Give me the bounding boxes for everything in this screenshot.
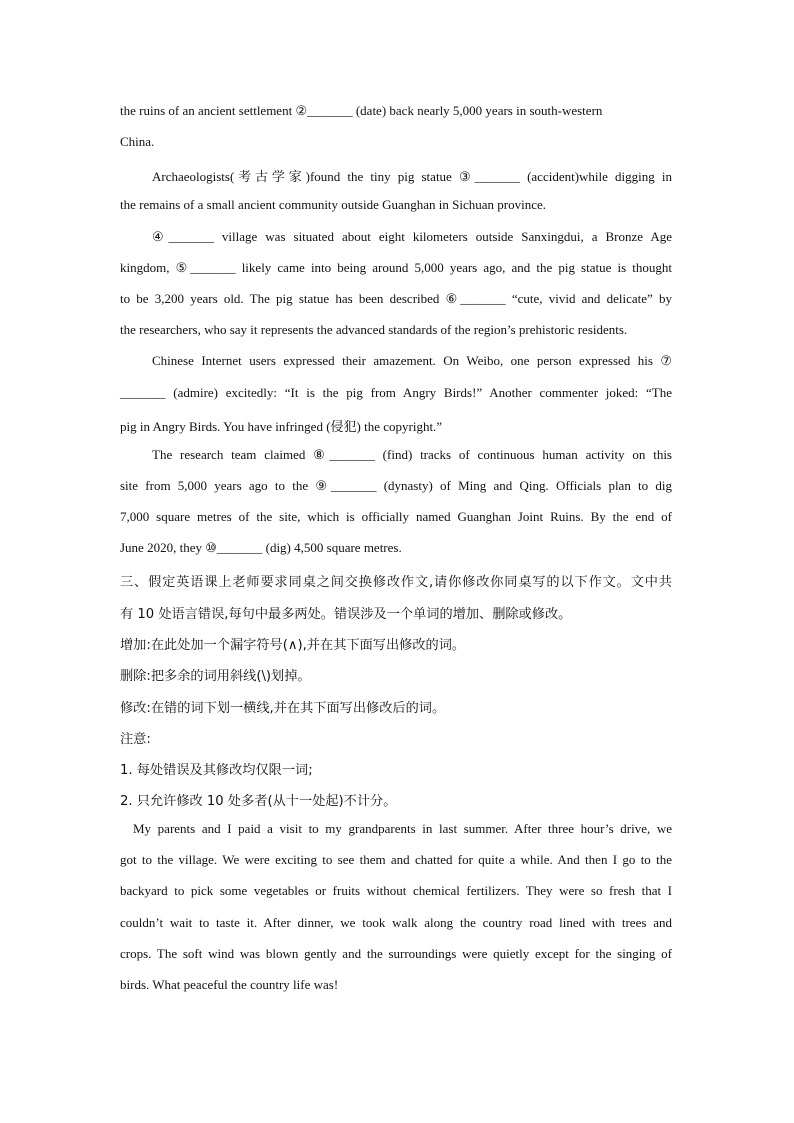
passage-line: site from 5,000 years ago to the ⑨_______ (dynasty) of Ming and Qing. Officials plan to dig [120,478,672,493]
essay-line: couldn’t wait to taste it. After dinner, we took walk along the country road lined with trees and [120,915,672,930]
delete-rule: 删除:把多余的词用斜线(\)划掉。 [120,669,311,684]
essay-line: crops. The soft wind was blown gently and the surroundings were quietly except for the singing of [120,946,672,961]
section-heading-cont: 有 10 处语言错误,每句中最多两处。错误涉及一个单词的增加、删除或修改。 [120,607,572,622]
modify-rule: 修改:在错的词下划一横线,并在其下面写出修改后的词。 [120,701,446,716]
passage-line: pig in Angry Birds. You have infringed (侵犯) the copyright.” [120,419,443,434]
passage-line: The research team claimed ⑧_______ (find) tracks of continuous human activity on this [152,447,672,462]
essay-line: birds. What peaceful the country life was! [120,977,339,992]
essay-line: backyard to pick some vegetables or fruits without chemical fertilizers. They were so fresh that I [120,883,672,898]
passage-line: kingdom, ⑤_______ likely came into being around 5,000 years ago, and the pig statue is thought [120,260,672,275]
passage-line: _______ (admire) excitedly: “It is the pig from Angry Birds!” Another commenter joked: “The [120,385,672,400]
passage-line: Archaeologists(考古学家)found the tiny pig statue ③_______ (accident)while digging in [152,169,672,184]
add-rule: 增加:在此处加一个漏字符号(∧),并在其下面写出修改的词。 [120,638,466,653]
passage-line: Chinese Internet users expressed their amazement. On Weibo, one person expressed his ⑦ [152,353,672,368]
essay-line: My parents and I paid a visit to my grandparents in last summer. After three hour’s drive, we [133,821,672,836]
passage-line: June 2020, they ⑩_______ (dig) 4,500 square metres. [120,540,402,555]
passage-line: China. [120,134,155,149]
passage-line: ④_______ village was situated about eight kilometers outside Sanxingdui, a Bronze Age [152,229,672,244]
passage-line: to be 3,200 years old. The pig statue has been described ⑥_______ “cute, vivid and delicate” by [120,291,672,306]
note-item-2: 2. 只允许修改 10 处多者(从十一处起)不计分。 [120,794,397,809]
passage-line: the ruins of an ancient settlement ②_______ (date) back nearly 5,000 years in south-western [120,103,603,118]
passage-line: the researchers, who say it represents the advanced standards of the region’s prehistoric residents. [120,322,628,337]
section-heading: 三、假定英语课上老师要求同桌之间交换修改作文,请你修改你同桌写的以下作文。文中共 [120,575,672,590]
passage-line: the remains of a small ancient community outside Guanghan in Sichuan province. [120,197,547,212]
note-title: 注意: [120,732,151,747]
essay-line: got to the village. We were exciting to see them and chatted for quite a while. And then I go to the [120,852,672,867]
passage-line: 7,000 square metres of the site, which is officially named Guanghan Joint Ruins. By the end of [120,509,672,524]
note-item-1: 1. 每处错误及其修改均仅限一词; [120,763,313,778]
